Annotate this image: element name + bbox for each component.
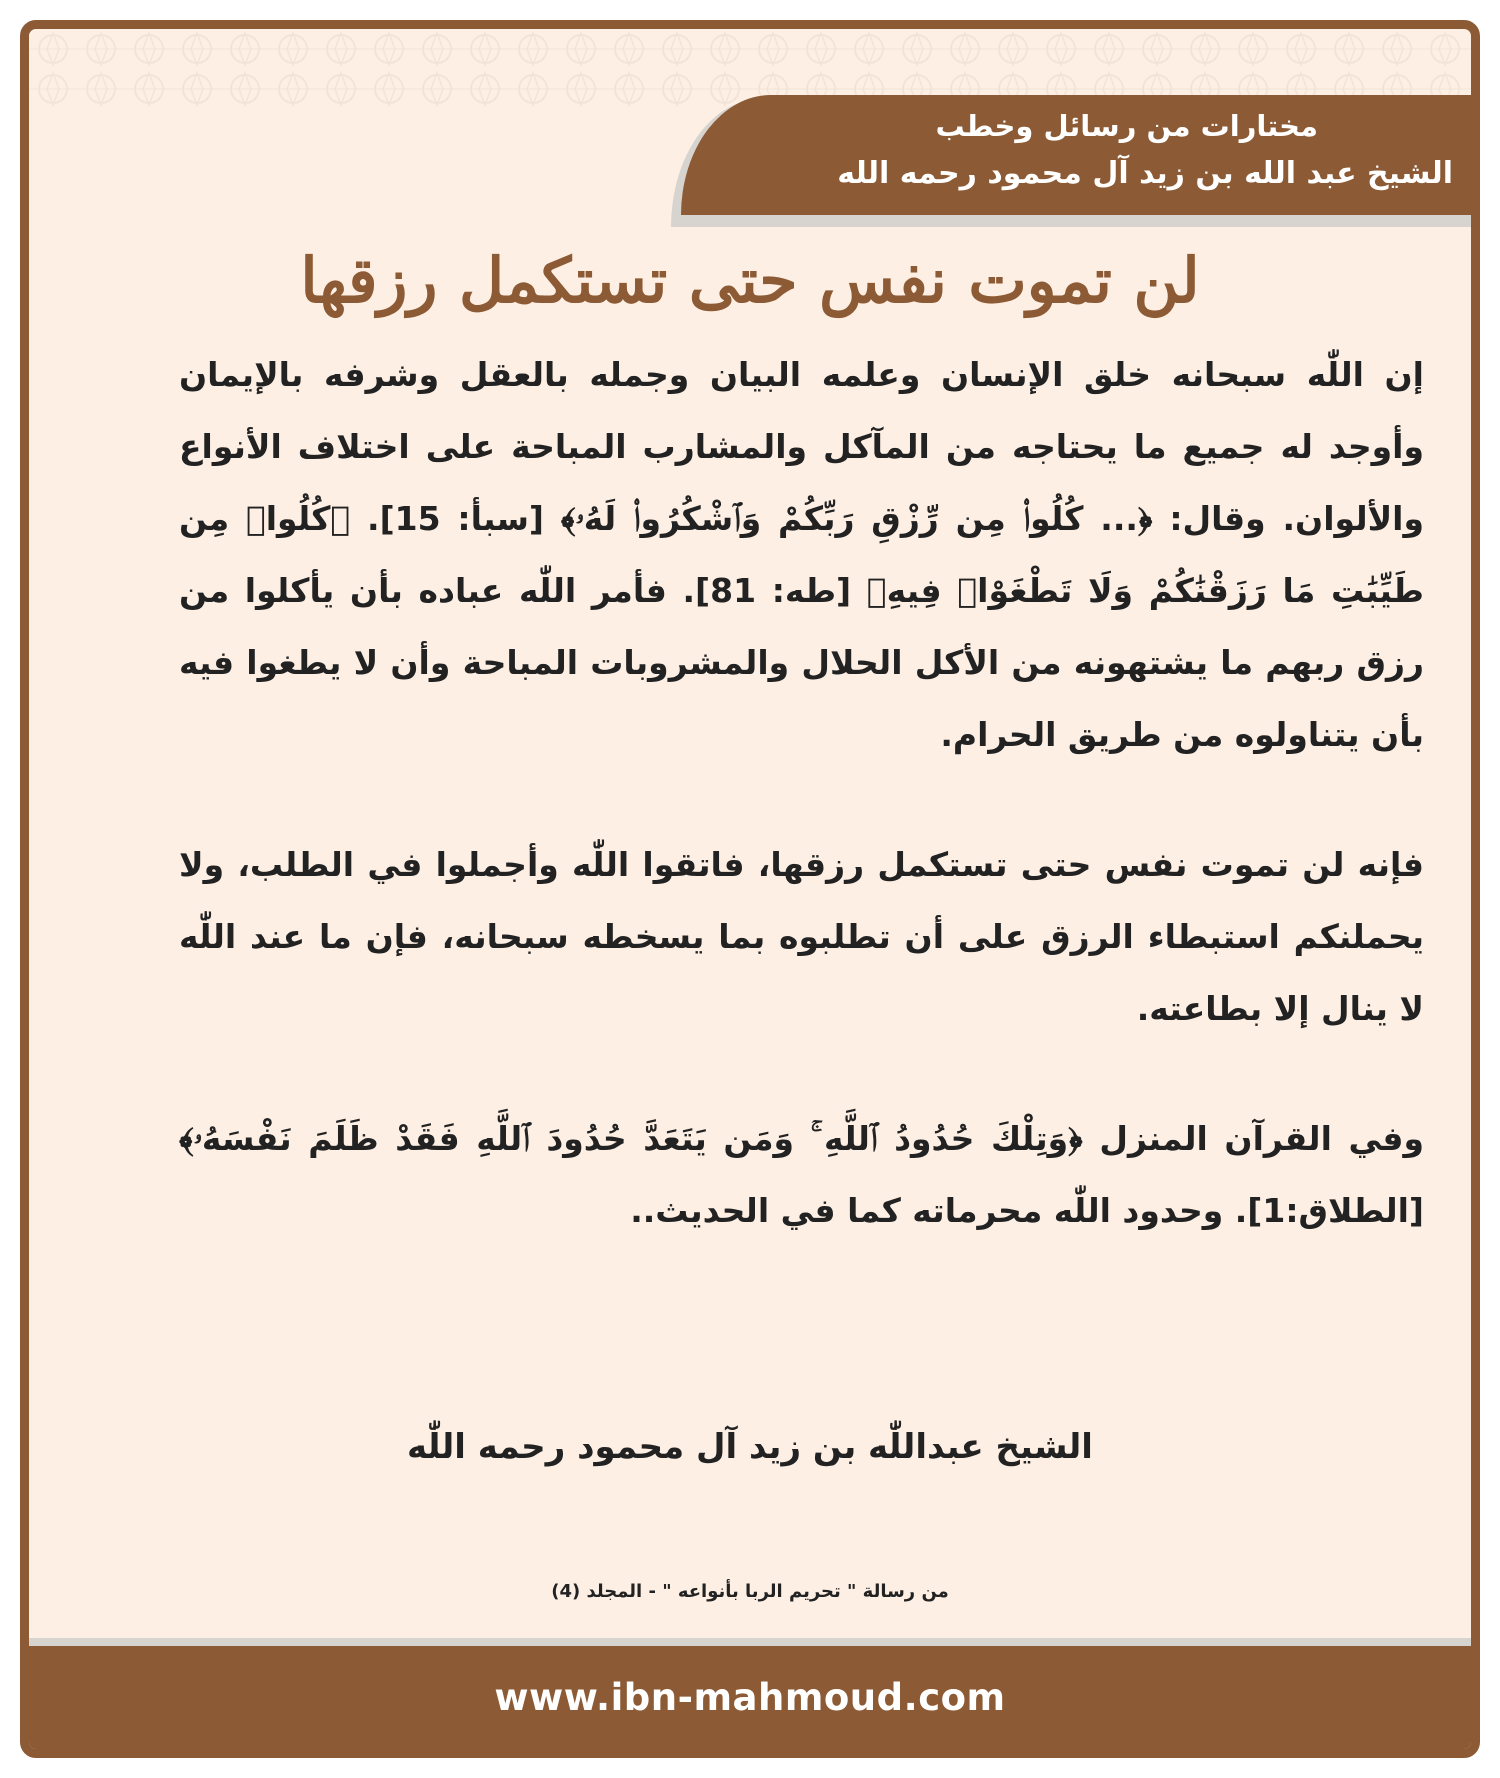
header-series-title: مختارات من رسائل وخطب xyxy=(935,109,1318,143)
signature: الشيخ عبداللّٰه بن زيد آل محمود رحمه اللّٰه xyxy=(407,1427,1093,1467)
article-body xyxy=(179,339,1424,1247)
document-card xyxy=(20,20,1480,1758)
paragraph-spacer xyxy=(179,1045,1424,1103)
page-title: لن تموت نفس حتى تستكمل رزقها xyxy=(300,244,1200,317)
paragraph-3: وفي القرآن المنزل ﴿وَتِلْكَ حُدُودُ ٱللَّهِ ۚ وَمَن يَتَعَدَّ حُدُودَ ٱللَّهِ فَقَدْ ظَلَمَ نَفْسَهُۥ﴾[الطلاق:1]. وحدود اللّٰه محرماته كما في الحديث.. xyxy=(179,1119,1424,1230)
footer-bar xyxy=(29,1646,1471,1758)
website-link[interactable]: www.ibn-mahmoud.com xyxy=(494,1676,1006,1719)
footer-divider xyxy=(29,1638,1471,1646)
header-ribbon xyxy=(681,95,1471,215)
source-citation: من رسالة " تحريم الربا بأنواعه " - المجلد (4) xyxy=(551,1581,949,1602)
paragraph-1: إن اللّٰه سبحانه خلق الإنسان وعلمه البيان وجمله بالعقل وشرفه بالإيمان وأوجد له جميع ما يحتاجه من المآكل والمشارب المباحة على اختلاف الأنواع والألوان. وقال: ﴿... كُلُوا۟ مِن رِّزْقِ رَبِّكُمْ وَٱشْكُرُوا۟ لَهُۥ﴾ [سبأ: 15]. ﴿كُلُوا۟ مِن طَيِّبَٰتِ مَا رَزَقْنَٰكُمْ وَلَا تَطْغَوْا۟ فِيهِ﴾ [طه: 81]. فأمر اللّٰه عباده بأن يأكلوا من رزق ربهم ما يشتهونه من الأكل الحلال والمشروبات المباحة وأن لا يطغوا فيه بأن يتناولوه من طريق الحرام. xyxy=(179,355,1424,754)
header-author: الشيخ عبد الله بن زيد آل محمود رحمه الله xyxy=(837,156,1453,191)
paragraph-spacer xyxy=(179,771,1424,829)
paragraph-2: فإنه لن تموت نفس حتى تستكمل رزقها، فاتقوا اللّٰه وأجملوا في الطلب، ولا يحملنكم استبطاء الرزق على أن تطلبوه بما يسخطه سبحانه، فإن ما عند اللّٰه لا ينال إلا بطاعته. xyxy=(179,845,1424,1028)
